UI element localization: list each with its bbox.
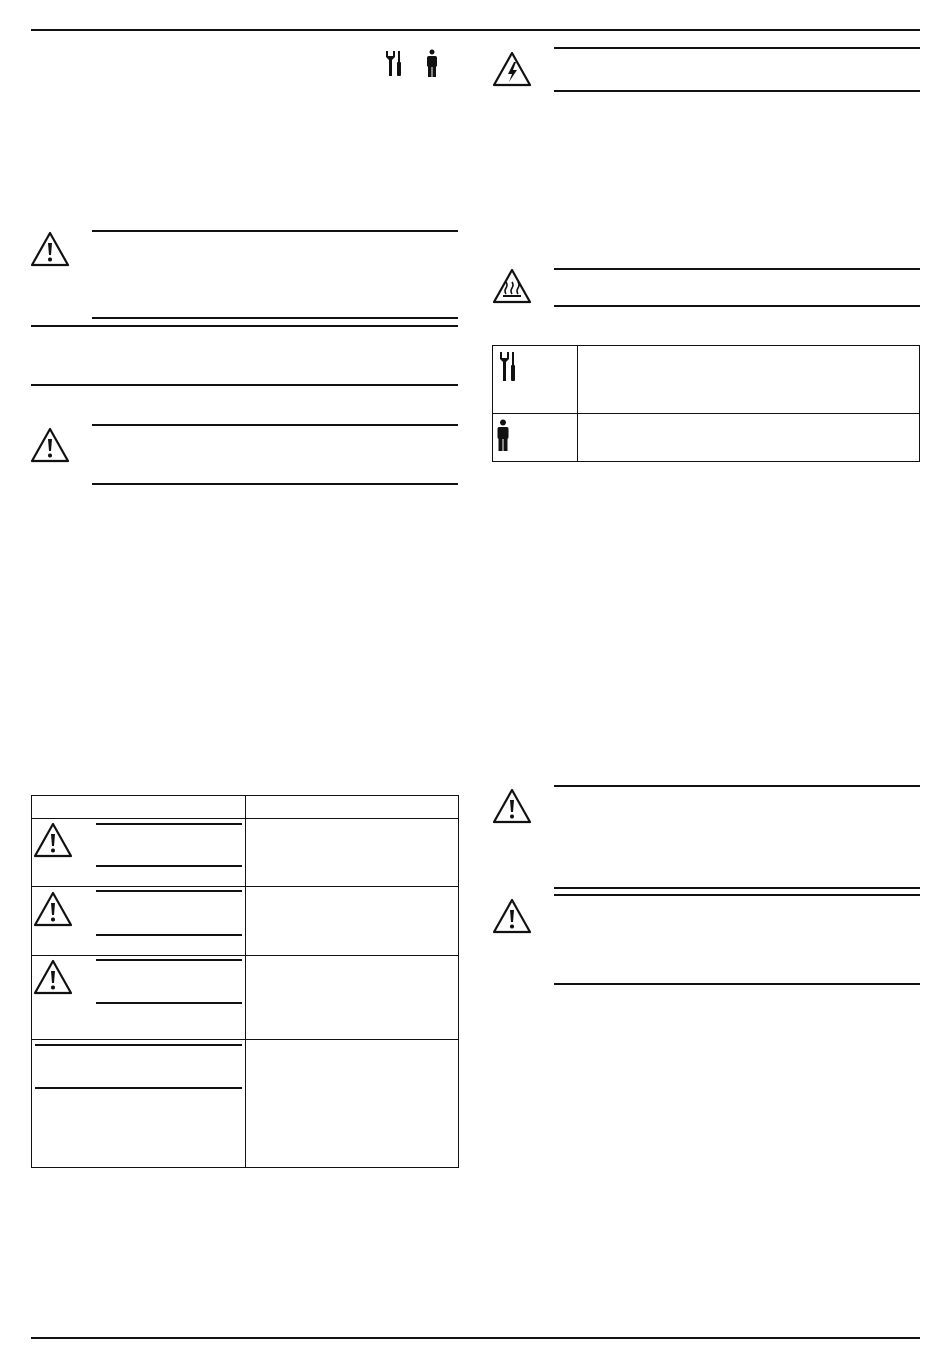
header-icon-group xyxy=(383,49,443,79)
page-bottom-rule xyxy=(31,1337,920,1339)
warning-icon xyxy=(492,788,532,824)
warning-block-top-rule xyxy=(554,894,920,896)
warning-icon xyxy=(492,898,532,934)
warning-block-double-rule xyxy=(554,887,920,889)
warning-block-top-rule xyxy=(92,424,458,426)
warning-block-top-rule xyxy=(92,230,458,232)
table-cell-top-rule xyxy=(96,959,242,961)
table-column-divider xyxy=(245,796,246,1167)
hot-surface-block-top-rule xyxy=(554,268,920,270)
signal-word-table xyxy=(31,795,459,1168)
warning-icon xyxy=(33,959,73,995)
electrical-block-bottom-rule xyxy=(554,90,920,92)
table-cell-bottom-rule xyxy=(96,865,242,867)
warning-block-top-rule xyxy=(554,785,920,787)
person-icon xyxy=(425,49,439,79)
table-row-divider xyxy=(32,955,458,956)
legend-table xyxy=(492,345,920,462)
warning-icon xyxy=(30,427,70,463)
warning-block-bottom-rule xyxy=(92,483,458,485)
warning-block-bottom-rule xyxy=(92,317,458,319)
warning-icon xyxy=(30,231,70,267)
hot-surface-icon xyxy=(492,268,532,304)
electrical-hazard-icon xyxy=(492,51,532,87)
hot-surface-block-bottom-rule xyxy=(554,305,920,307)
page-top-rule xyxy=(31,29,920,31)
legend-column-divider xyxy=(577,346,578,461)
table-cell-bottom-rule xyxy=(96,934,242,936)
section-top-rule xyxy=(31,325,458,327)
table-row-divider xyxy=(32,1039,458,1040)
warning-block-bottom-rule xyxy=(554,983,920,985)
table-cell-bottom-rule xyxy=(35,1087,242,1089)
table-cell-bottom-rule xyxy=(96,1002,242,1004)
warning-icon xyxy=(33,891,73,927)
section-bottom-rule xyxy=(31,384,458,386)
tools-icon xyxy=(383,49,407,79)
legend-row-divider xyxy=(493,413,919,414)
table-row-divider xyxy=(32,886,458,887)
table-cell-top-rule xyxy=(96,823,242,825)
warning-icon xyxy=(33,822,73,858)
table-cell-top-rule xyxy=(96,890,242,892)
electrical-block-top-rule xyxy=(554,47,920,49)
table-cell-top-rule xyxy=(35,1044,242,1046)
tools-icon xyxy=(497,350,521,384)
person-icon xyxy=(496,419,510,453)
